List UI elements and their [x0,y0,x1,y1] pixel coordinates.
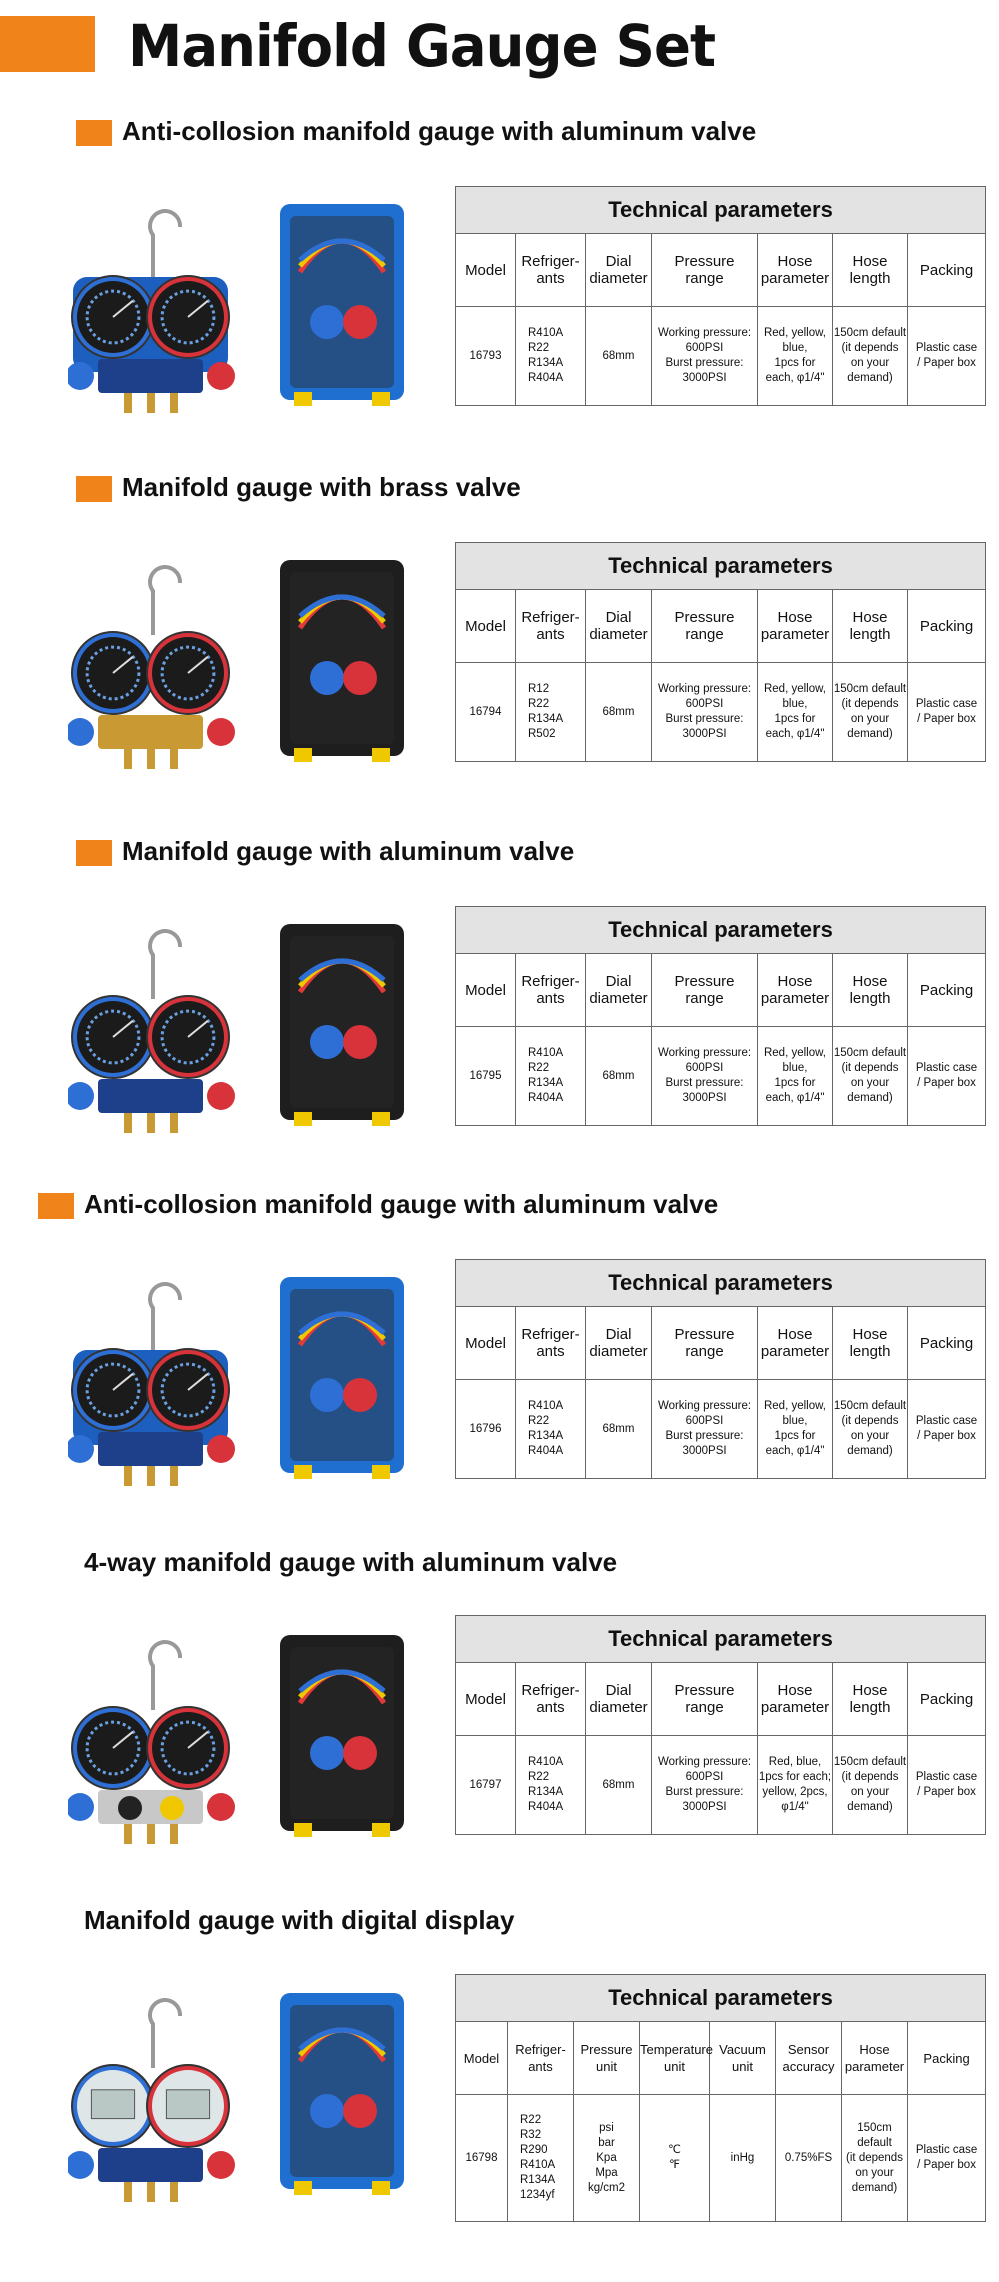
service-port [170,1113,178,1133]
table-cell: Working pressure: 600PSI Burst pressure: 3000PSI [652,663,758,762]
table-caption: Technical parameters [456,1260,986,1307]
product-photo-case [272,1981,412,2203]
table-cell: 16794 [456,663,516,762]
case-latch [372,2181,390,2195]
column-header: Model [456,234,516,307]
carry-case [280,924,404,1126]
table-cell: 16797 [456,1736,516,1835]
case-gauge-low [310,305,344,339]
case-gauge-low [310,661,344,695]
column-header: Hose parameter [758,954,833,1027]
section-accent-square [76,476,112,502]
table-cell: R410A R22 R134A R404A [516,307,586,406]
manifold-gauge [68,2000,235,2202]
column-header: Temperature unit [640,2022,710,2095]
table-cell: 16798 [456,2095,508,2222]
service-port [147,393,155,413]
column-header: Pressure range [652,234,758,307]
column-header: Dial diameter [586,1307,652,1380]
table-caption: Technical parameters [456,187,986,234]
service-port [147,1113,155,1133]
column-header: Dial diameter [586,1663,652,1736]
high-side-valve-knob [207,718,235,746]
lcd-screen [91,2090,134,2119]
section-title: Manifold gauge with digital display [84,1905,515,1935]
column-header: Packing [908,1663,986,1736]
column-header: Model [456,1663,516,1736]
case-latch [294,1112,312,1126]
table-cell: 68mm [586,663,652,762]
technical-parameters-table [455,542,986,762]
column-header: Hose parameter [758,1307,833,1380]
technical-parameters-table [455,1259,986,1479]
product-photo-case [272,912,412,1134]
product-photo-case [272,1623,412,1845]
section-title: Manifold gauge with brass valve [122,472,521,502]
table-cell: Plastic case / Paper box [908,663,986,762]
column-header: Packing [908,234,986,307]
column-header: Model [456,590,516,663]
manifold-body [98,1079,203,1113]
service-port [124,1824,132,1844]
column-header: Hose length [833,954,908,1027]
table-cell: Working pressure: 600PSI Burst pressure: 3000PSI [652,1380,758,1479]
technical-parameters-table [455,1974,986,2222]
product-photo-gauge [68,187,238,419]
column-header: Pressure range [652,590,758,663]
service-port [147,1466,155,1486]
technical-parameters-table [455,906,986,1126]
manifold-gauge [68,1284,235,1486]
column-header: Refriger- ants [516,1307,586,1380]
manifold-body [98,359,203,393]
column-header: Refriger- ants [508,2022,574,2095]
carry-case [280,560,404,762]
case-gauge-high [343,1378,377,1412]
table-cell: Red, yellow, blue, 1pcs for each, φ1/4" [758,1380,833,1479]
case-gauge-high [343,2094,377,2128]
column-header: Hose length [833,590,908,663]
column-header: Hose length [833,234,908,307]
table-cell: Plastic case / Paper box [908,307,986,406]
product-photo-gauge [68,1260,238,1492]
column-header: Pressure range [652,1663,758,1736]
section-accent-square [76,840,112,866]
high-side-valve-knob [207,362,235,390]
low-side-valve-knob [68,2151,94,2179]
column-header: Dial diameter [586,954,652,1027]
column-header: Refriger- ants [516,590,586,663]
section-accent-square [38,1193,74,1219]
table-cell: Red, yellow, blue, 1pcs for each, φ1/4" [758,1027,833,1126]
table-cell: Plastic case / Paper box [908,2095,986,2222]
column-header: Pressure range [652,1307,758,1380]
case-latch [372,1823,390,1837]
product-photo-case [272,548,412,770]
table-cell: R410A R22 R134A R404A [516,1027,586,1126]
manifold-body [98,715,203,749]
column-header: Dial diameter [586,590,652,663]
hanger-hook [150,2000,180,2068]
column-header: Refriger- ants [516,1663,586,1736]
table-caption: Technical parameters [456,543,986,590]
header-accent-bar [0,16,95,72]
column-header: Packing [908,2022,986,2095]
table-cell: 0.75%FS [776,2095,842,2222]
case-gauge-low [310,1736,344,1770]
table-cell: 150cm default (it depends on your demand) [833,1736,908,1835]
table-cell: Working pressure: 600PSI Burst pressure: 3000PSI [652,307,758,406]
service-port [124,2182,132,2202]
table-cell: 16793 [456,307,516,406]
table-cell: Working pressure: 600PSI Burst pressure: 3000PSI [652,1736,758,1835]
case-gauge-high [343,305,377,339]
service-port [170,749,178,769]
manifold-body [98,1432,203,1466]
technical-parameters-table [455,1615,986,1835]
case-latch [372,748,390,762]
column-header: Packing [908,590,986,663]
carry-case [280,204,404,406]
column-header: Sensor accuracy [776,2022,842,2095]
table-cell: 68mm [586,1736,652,1835]
hanger-hook [150,931,180,999]
table-cell: 150cm default (it depends on your demand) [833,1380,908,1479]
section-accent-square [76,120,112,146]
column-header: Hose parameter [842,2022,908,2095]
case-gauge-low [310,1025,344,1059]
table-cell: Red, yellow, blue, 1pcs for each, φ1/4" [758,663,833,762]
column-header: Dial diameter [586,234,652,307]
service-port [170,1466,178,1486]
high-side-valve-knob [207,2151,235,2179]
manifold-body [98,1790,203,1824]
table-cell: Working pressure: 600PSI Burst pressure: 3000PSI [652,1027,758,1126]
high-side-valve-knob [207,1435,235,1463]
table-cell: R12 R22 R134A R502 [516,663,586,762]
table-cell: 68mm [586,307,652,406]
case-gauge-high [343,661,377,695]
column-header: Refriger- ants [516,954,586,1027]
service-port [170,2182,178,2202]
column-header: Hose length [833,1663,908,1736]
manifold-body [98,2148,203,2182]
case-latch [372,1112,390,1126]
low-side-valve-knob [68,1082,94,1110]
table-caption: Technical parameters [456,1975,986,2022]
column-header: Hose parameter [758,1663,833,1736]
manifold-gauge [68,1642,235,1844]
case-latch [372,392,390,406]
table-cell: R410A R22 R134A R404A [516,1736,586,1835]
table-cell: Plastic case / Paper box [908,1736,986,1835]
column-header: Packing [908,954,986,1027]
product-photo-gauge [68,543,238,775]
product-photo-gauge [68,1618,238,1850]
service-port [124,1466,132,1486]
case-latch [294,392,312,406]
table-caption: Technical parameters [456,907,986,954]
table-cell: 16795 [456,1027,516,1126]
column-header: Model [456,1307,516,1380]
case-latch [294,1823,312,1837]
case-gauge-high [343,1025,377,1059]
technical-parameters-table [455,186,986,406]
table-caption: Technical parameters [456,1616,986,1663]
table-cell: R22 R32 R290 R410A R134A 1234yf [508,2095,574,2222]
table-cell: Plastic case / Paper box [908,1027,986,1126]
table-cell: 150cm default (it depends on your demand) [842,2095,908,2222]
hanger-hook [150,567,180,635]
column-header: Hose length [833,1307,908,1380]
case-gauge-low [310,1378,344,1412]
table-cell: 68mm [586,1027,652,1126]
table-cell: R410A R22 R134A R404A [516,1380,586,1479]
service-port [124,393,132,413]
refrigerant-valve-knob [160,1796,184,1820]
column-header: Vacuum unit [710,2022,776,2095]
table-cell: Red, blue, 1pcs for each; yellow, 2pcs, φ1/4" [758,1736,833,1835]
product-photo-case [272,1265,412,1487]
page-title: Manifold Gauge Set [128,12,716,80]
table-cell: 150cm default (it depends on your demand) [833,1027,908,1126]
table-cell: 150cm default (it depends on your demand) [833,663,908,762]
case-gauge-low [310,2094,344,2128]
hanger-hook [150,1642,180,1710]
service-port [124,1113,132,1133]
section-title: 4-way manifold gauge with aluminum valve [84,1547,618,1577]
table-cell: Red, yellow, blue, 1pcs for each, φ1/4" [758,307,833,406]
carry-case [280,1993,404,2195]
column-header: Model [456,2022,508,2095]
service-port [170,393,178,413]
column-header: Refriger- ants [516,234,586,307]
high-side-valve-knob [207,1082,235,1110]
column-header: Pressure unit [574,2022,640,2095]
column-header: Packing [908,1307,986,1380]
column-header: Hose parameter [758,590,833,663]
product-photo-gauge [68,1976,238,2208]
table-cell: 150cm default (it depends on your demand) [833,307,908,406]
carry-case [280,1635,404,1837]
service-port [170,1824,178,1844]
section-title: Anti-collosion manifold gauge with aluminum valve [122,116,757,146]
manifold-gauge [68,211,235,413]
section-title: Anti-collosion manifold gauge with aluminum valve [84,1189,719,1219]
table-cell: Plastic case / Paper box [908,1380,986,1479]
low-side-valve-knob [68,718,94,746]
case-latch [294,1465,312,1479]
product-photo-gauge [68,907,238,1139]
low-side-valve-knob [68,1793,94,1821]
table-cell: psi bar Kpa Mpa kg/cm2 [574,2095,640,2222]
table-cell: 16796 [456,1380,516,1479]
manifold-gauge [68,567,235,769]
high-side-valve-knob [207,1793,235,1821]
service-port [147,2182,155,2202]
case-latch [294,2181,312,2195]
product-photo-case [272,192,412,414]
table-cell: inHg [710,2095,776,2222]
hanger-hook [150,1284,180,1352]
carry-case [280,1277,404,1479]
table-cell: 68mm [586,1380,652,1479]
hanger-hook [150,211,180,279]
section-title: Manifold gauge with aluminum valve [122,836,575,866]
column-header: Pressure range [652,954,758,1027]
service-port [124,749,132,769]
case-latch [372,1465,390,1479]
service-port [147,1824,155,1844]
table-cell: ℃ ℉ [640,2095,710,2222]
vacuum-valve-knob [118,1796,142,1820]
column-header: Model [456,954,516,1027]
manifold-gauge [68,931,235,1133]
service-port [147,749,155,769]
lcd-screen [166,2090,209,2119]
case-latch [294,748,312,762]
column-header: Hose parameter [758,234,833,307]
case-gauge-high [343,1736,377,1770]
